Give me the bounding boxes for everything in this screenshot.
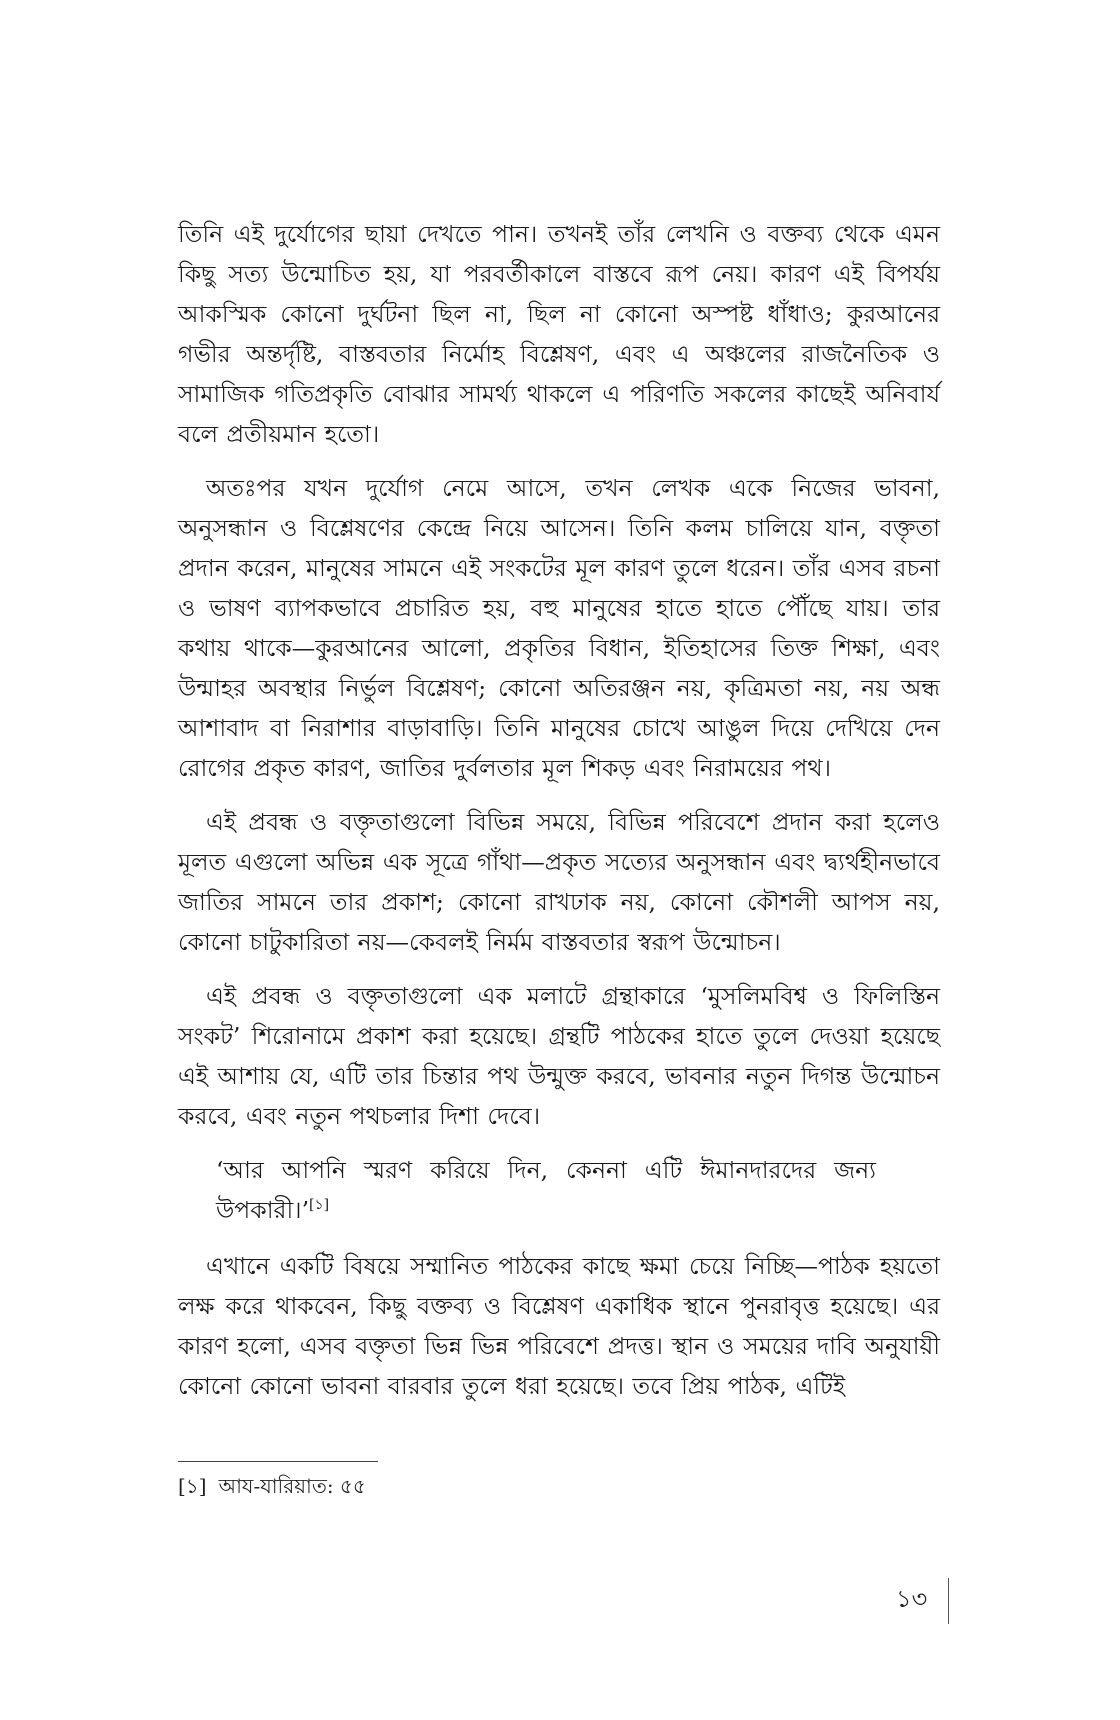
paragraph-3: এই প্রবন্ধ ও বক্তৃতাগুলো বিভিন্ন সময়ে, বিভিন্ন পরিবেশে প্রদান করা হলেও মূলত এগুলো অভিন্ন এক সূত্রে গাঁথা—প্রকৃত সত্যের অনুসন্ধান এবং দ্ব্যর্থহীনভাবে জাতির সামনে তার প্রকাশ; কোনো রাখঢাক নয়, কোনো কৌশলী আপস নয়, কোনো চাটুকারিতা নয়—কেবলই নির্মম বাস্তবতার স্বরূপ উন্মোচন। [178,808,940,956]
footnote-text: আয-যারিয়াত: ৫৫ [218,1474,366,1498]
paragraph-5: এখানে একটি বিষয়ে সম্মানিত পাঠকের কাছে ক্ষমা চেয়ে নিচ্ছি—পাঠক হয়তো লক্ষ করে থাকবেন, কিছু বক্তব্য ও বিশ্লেষণ একাধিক স্থানে পুনরাবৃত্ত হয়েছে। এর কারণ হলো, এসব বক্তৃতা ভিন্ন ভিন্ন পরিবেশে প্রদত্ত। স্থান ও সময়ের দাবি অনুযায়ী কোনো কোনো ভাবনা বারবার তুলে ধরা হয়েছে। তবে প্রিয় পাঠক, এটিই [178,1252,940,1400]
footnote-divider [178,1461,378,1462]
quote-text: ‘আর আপনি স্মরণ করিয়ে দিন, কেননা এটি ঈমানদারদের জন্য উপকারী।’ [216,1156,876,1224]
quran-quote [216,1150,876,1230]
paragraph-4: এই প্রবন্ধ ও বক্তৃতাগুলো এক মলাটে গ্রন্থাকারে ‘মুসলিমবিশ্ব ও ফিলিস্তিন সংকট’ শিরোনামে প্রকাশ করা হয়েছে। গ্রন্থটি পাঠকের হাতে তুলে দেওয়া হয়েছে এই আশায় যে, এটি তার চিন্তার পথ উন্মুক্ত করবে, ভাবনার নতুন দিগন্ত উন্মোচন করবে, এবং নতুন পথচলার দিশা দেবে। [178,982,940,1130]
footnote-marker: [১] [178,1474,207,1498]
page-number: ১৩ [896,1585,928,1613]
footnote [178,1472,366,1500]
paragraph-2: অতঃপর যখন দুর্যোগ নেমে আসে, তখন লেখক একে নিজের ভাবনা, অনুসন্ধান ও বিশ্লেষণের কেন্দ্রে নিয়ে আসেন। তিনি কলম চালিয়ে যান, বক্তৃতা প্রদান করেন, মানুষের সামনে এই সংকটের মূল কারণ তুলে ধরেন। তাঁর এসব রচনা ও ভাষণ ব্যাপকভাবে প্রচারিত হয়, বহু মানুষের হাতে হাতে পৌঁছে যায়। তার কথায় থাকে—কুরআনের আলো, প্রকৃতির বিধান, ইতিহাসের তিক্ত শিক্ষা, এবং উন্মাহর অবস্থার নির্ভুল বিশ্লেষণ; কোনো অতিরঞ্জন নয়, কৃত্রিমতা নয়, নয় অন্ধ আশাবাদ বা নিরাশার বাড়াবাড়ি। তিনি মানুষের চোখে আঙুল দিয়ে দেখিয়ে দেন রোগের প্রকৃত কারণ, জাতির দুর্বলতার মূল শিকড় এবং নিরাময়ের পথ। [178,474,940,782]
footnote-reference[interactable]: [১] [309,1197,330,1214]
paragraph-1: তিনি এই দুর্যোগের ছায়া দেখতে পান। তখনই তাঁর লেখনি ও বক্তব্য থেকে এমন কিছু সত্য উন্মোচিত হয়, যা পরবর্তীকালে বাস্তবে রূপ নেয়। কারণ এই বিপর্যয় আকস্মিক কোনো দুর্ঘটনা ছিল না, ছিল না কোনো অস্পষ্ট ধাঁধাও; কুরআনের গভীর অন্তর্দৃষ্টি, বাস্তবতার নির্মোহ বিশ্লেষণ, এবং এ অঞ্চলের রাজনৈতিক ও সামাজিক গতিপ্রকৃতি বোঝার সামর্থ্য থাকলে এ পরিণতি সকলের কাছেই অনিবার্য বলে প্রতীয়মান হতো। [178,220,940,448]
page-body [178,214,940,1420]
page-number-divider [948,1578,949,1624]
